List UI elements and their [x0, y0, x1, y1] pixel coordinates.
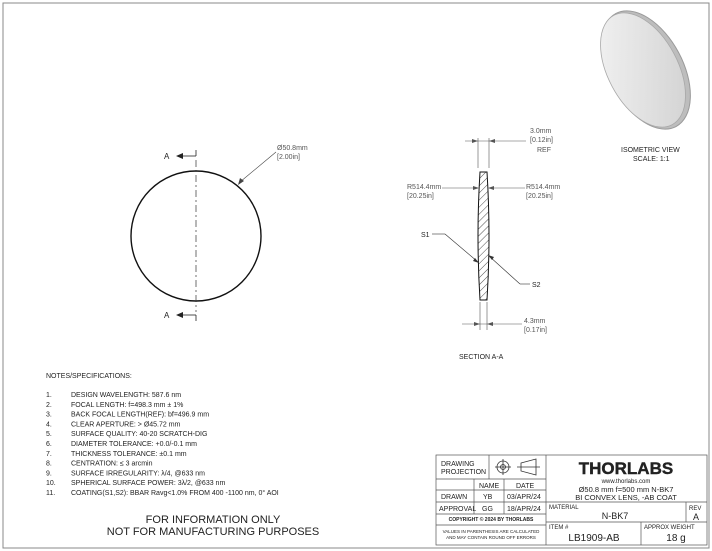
diameter-in: [2.00in] [277, 154, 300, 161]
note-text: SURFACE QUALITY: 40-20 SCRATCH-DIG [71, 431, 208, 439]
row1-label: DRAWN [441, 494, 468, 501]
col-name: NAME [479, 483, 500, 490]
section-marker-bottom: A [164, 311, 170, 320]
isometric-scale: SCALE: 1:1 [633, 156, 670, 163]
section-arrow-top [176, 153, 183, 159]
thickness-in: [0.12in] [530, 137, 553, 144]
note-number: 8. [46, 460, 52, 468]
projection-symbol-icon [495, 459, 540, 475]
note-text: CENTRATION: ≤ 3 arcmin [71, 460, 153, 468]
col-date: DATE [516, 483, 535, 490]
company-logo: THORLABS [578, 459, 674, 478]
surface-s2: S2 [532, 282, 541, 289]
note-text: CLEAR APERTURE: > Ø45.72 mm [71, 421, 181, 429]
row2-name: GG [482, 506, 493, 513]
radius-left-in: [20.25in] [407, 193, 434, 200]
notes-heading: NOTES/SPECIFICATIONS: [46, 373, 132, 380]
thickness-note: REF [537, 147, 551, 154]
radius-left-mm: R514.4mm [407, 184, 442, 191]
note-number: 3. [46, 411, 52, 419]
note-text: BACK FOCAL LENGTH(REF): bf=496.9 mm [71, 411, 210, 419]
desc-line1: Ø50.8 mm f=500 mm N-BK7 [578, 485, 674, 494]
diameter-mm: Ø50.8mm [277, 145, 308, 152]
note-text: THICKNESS TOLERANCE: ±0.1 mm [71, 450, 187, 458]
title-block-text [439, 459, 701, 544]
info-only-line1: FOR INFORMATION ONLY [145, 514, 281, 526]
isometric-view [583, 0, 709, 163]
note-text: SPHERICAL SURFACE POWER: 3λ/2, @633 nm [71, 480, 226, 488]
weight-label: APPROX WEIGHT [644, 525, 695, 531]
notes-list [46, 392, 279, 497]
note-number: 11. [46, 490, 56, 497]
radius-right-mm: R514.4mm [526, 184, 561, 191]
note-text: SURFACE IRREGULARITY: λ/4, @633 nm [71, 470, 205, 478]
item-value: LB1909-AB [568, 533, 620, 544]
row2-date: 18/APR/24 [507, 506, 541, 513]
info-only-line2: NOT FOR MANUFACTURING PURPOSES [106, 526, 320, 538]
isometric-title: ISOMETRIC VIEW [621, 147, 680, 154]
edge-mm: 4.3mm [524, 318, 546, 325]
material-value: N-BK7 [601, 511, 629, 521]
projection-line2: PROJECTION [441, 469, 487, 476]
section-view [407, 128, 560, 361]
rev-value: A [692, 512, 700, 522]
projection-line1: DRAWING [441, 461, 475, 468]
note-number: 9. [46, 470, 52, 478]
section-arrow-bottom [176, 312, 183, 318]
note-number: 5. [46, 431, 52, 439]
company-website: www.thorlabs.com [601, 479, 651, 485]
notes-block [46, 373, 279, 497]
note-number: 1. [46, 392, 52, 399]
weight-value: 18 g [666, 533, 686, 544]
section-marker-top: A [164, 152, 170, 161]
item-label: ITEM # [549, 525, 569, 531]
note-number: 6. [46, 441, 52, 448]
row1-name: YB [483, 494, 493, 501]
note-number: 2. [46, 401, 52, 409]
thickness-mm: 3.0mm [530, 128, 552, 135]
disclaimer-line1: VALUES IN PARENTHESIS ARE CALCULATED [442, 529, 540, 534]
radius-right-in: [20.25in] [526, 193, 553, 200]
note-number: 10. [46, 480, 56, 488]
note-number: 7. [46, 450, 52, 458]
note-text: DESIGN WAVELENGTH: 587.6 nm [71, 392, 182, 399]
rev-label: REV [689, 506, 702, 512]
desc-line2: BI CONVEX LENS, -AB COAT [575, 493, 677, 502]
note-text: FOCAL LENGTH: f=498.3 mm ± 1% [71, 401, 184, 409]
edge-in: [0.17in] [524, 327, 547, 334]
diameter-leader [240, 152, 276, 182]
row1-date: 03/APR/24 [507, 494, 541, 501]
section-caption: SECTION A-A [459, 354, 504, 361]
material-label: MATERIAL [549, 505, 579, 511]
disclaimer-line2: AND MAY CONTAIN ROUND OFF ERRORS [446, 535, 536, 540]
note-text: COATING(S1,S2): BBAR Ravg<1.0% FROM 400 -1100 nm, 0° AOI [71, 490, 279, 497]
note-number: 4. [46, 421, 52, 429]
note-text: DIAMETER TOLERANCE: +0.0/-0.1 mm [71, 441, 197, 448]
row2-label: APPROVAL [439, 506, 477, 513]
front-view [131, 145, 308, 321]
surface-s1: S1 [421, 232, 430, 239]
lens-cross-section [478, 172, 489, 300]
copyright: COPYRIGHT © 2024 BY THORLABS [448, 517, 534, 523]
